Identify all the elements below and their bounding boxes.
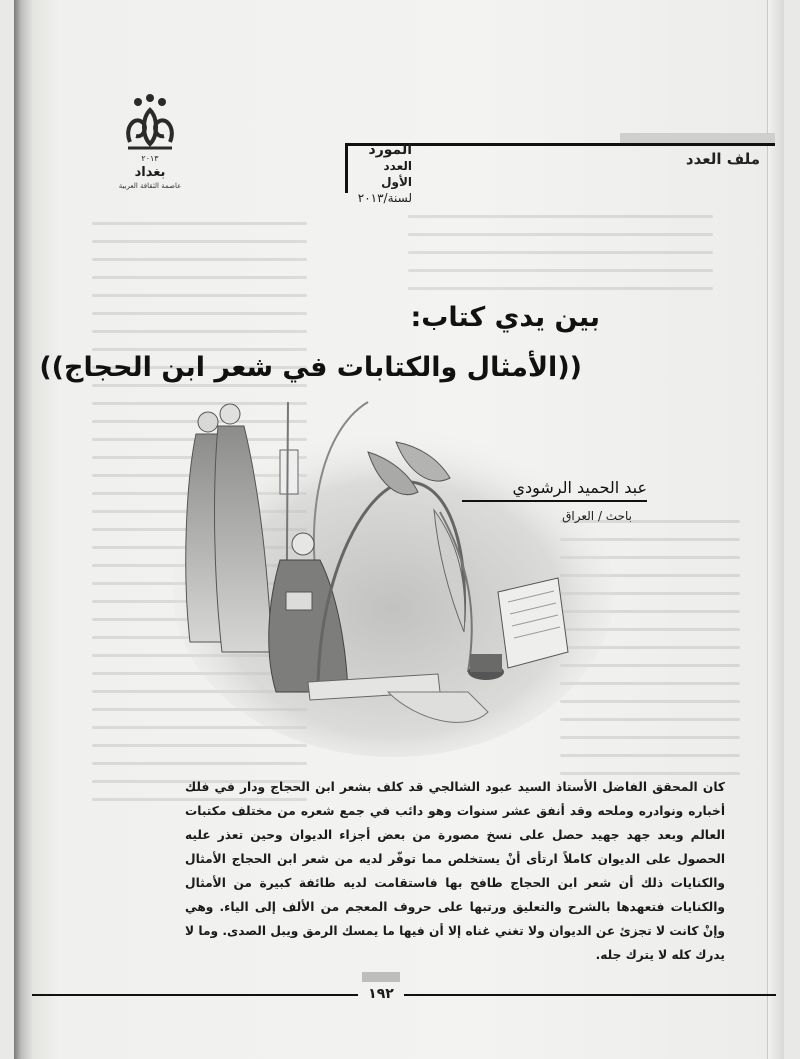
author-name: عبد الحميد الرشودي [512,478,647,497]
calligraphy-emblem-icon [120,92,180,156]
baghdad-culture-logo [100,92,200,190]
journal-year: لسنة/٢٠١٣ [357,191,412,205]
header-shade-bar [620,133,775,143]
journal-info [352,142,412,206]
article-body: كان المحقق الفاضل الأستاذ السيد عبود الشالجي قد كلف بشعر ابن الحجاج ودار في فلك أخباره ونوادره وملحه وقد أنفق عشر سنوات وهو دائب في جمع شعره من مختلف مكتبات العالم وبعد جهد جهيد حصل على نسخ مصورة من بعض أجزاء الديوان وحين تعذر عليه الحصول على الديوان كاملاً ارتأى أنْ يستخلص مما توفّر لديه من شعر ابن الحجاج الأمثال والكنايات ذلك أن شعر ابن الحجاج طافح بها فاستقامت لديه طائفة كبيرة من الأمثال والكنايات فتعهدها بالشرح والتعليق ورتبها على حروف المعجم من الألف إلى الياء. وهي وإنْ كانت لا تجزئ عن الديوان ولا تغني غناه إلا أن فيها ما يمسك الرمق ويبل الصدى. وما لا يدرك كله لا يترك جله. [185,780,725,962]
journal-issue: العدد الأول [381,159,412,189]
footer-rule-left [32,994,358,996]
logo-caption: عاصمة الثقافة العربية [118,182,182,190]
footer-shade-box [362,972,400,982]
page-number: ١٩٢ [368,986,394,1002]
logo-year: ٢٠١٣ [141,154,159,163]
author-rule [462,500,647,502]
footer-rule-right [404,994,776,996]
bleed-through-right [408,215,713,305]
book-spine [14,0,32,1059]
scholars-illustration [168,392,618,762]
article-title-line1: بين يدي كتاب: [410,302,600,333]
logo-city: بغداد [134,165,166,180]
journal-name: المورد [368,142,412,158]
author-affiliation: باحث / العراق [562,509,632,523]
article-title-line2: ((الأمثال والكتابات في شعر ابن الحجاج)) [39,352,582,383]
page-edge [767,0,784,1059]
section-label: ملف العدد [685,150,760,168]
header-rule-stub [345,143,348,193]
